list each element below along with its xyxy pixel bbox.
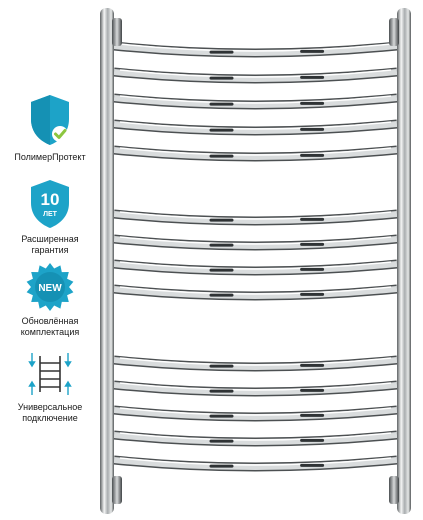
- towel-bar-reflection: [300, 102, 324, 105]
- towel-bar-reflection: [300, 243, 324, 246]
- towel-bar-reflection: [300, 218, 324, 221]
- feature-new-kit-label: Обновлённая комплектация: [20, 316, 80, 337]
- towel-bar-reflection: [210, 365, 234, 368]
- warranty-unit: ЛЕТ: [43, 211, 57, 218]
- towel-bar-reflection: [210, 51, 234, 54]
- feature-universal-connection-label: Универсальное подключение: [17, 402, 83, 423]
- towel-bar-reflection: [210, 244, 234, 247]
- towel-bar-reflection: [300, 76, 324, 79]
- warranty-number: 10: [40, 190, 60, 209]
- towel-bar-reflection: [300, 293, 324, 296]
- towel-bar-reflection: [300, 414, 324, 417]
- towel-bar-reflection: [300, 154, 324, 157]
- new-badge-text: NEW: [38, 283, 62, 294]
- towel-bar-reflection: [300, 364, 324, 367]
- towel-bar-reflection: [210, 390, 234, 393]
- towel-bar-reflection: [210, 219, 234, 222]
- towel-bar-reflection: [300, 50, 324, 53]
- towel-bar-reflection: [210, 465, 234, 468]
- towel-bar-reflection: [210, 269, 234, 272]
- towel-bar-reflection: [210, 103, 234, 106]
- towel-bar-reflection: [210, 129, 234, 132]
- towel-bar-reflection: [210, 440, 234, 443]
- towel-bar-reflection: [210, 415, 234, 418]
- towel-bar-reflection: [210, 294, 234, 297]
- feature-polymer-protect-label: ПолимерПротект: [14, 152, 86, 162]
- towel-bar-reflection: [300, 464, 324, 467]
- towel-bar-reflection: [300, 128, 324, 131]
- feature-extended-warranty-label: Расширенная гарантия: [21, 234, 79, 255]
- towel-bar-reflection: [300, 268, 324, 271]
- towel-bar-reflection: [210, 155, 234, 158]
- towel-bars: [114, 44, 397, 468]
- towel-bar-reflection: [300, 439, 324, 442]
- towel-bar-reflection: [210, 77, 234, 80]
- towel-bar-reflection: [300, 389, 324, 392]
